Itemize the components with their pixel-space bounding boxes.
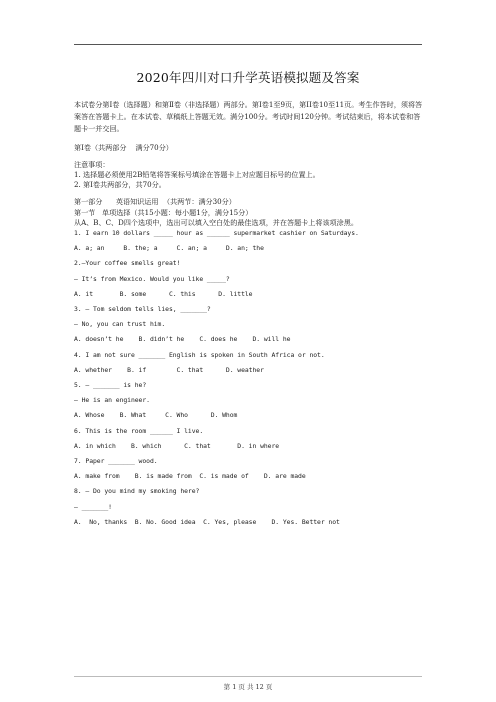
question-line: — It’s from Mexico. Would you like _____? (74, 274, 230, 283)
question-line: 1. I earn 10 dollars _____ hour as ______ supermarket cashier on Saturdays. (74, 229, 359, 238)
answer-options: A. No, thanks B. No. Good idea C. Yes, please D. Yes. Better not (74, 517, 340, 526)
question-line: 6. This is the room ______ I live. (74, 426, 204, 435)
note-item: 1. 选择题必须使用2B铅笔将答案标号填涂在答题卡上对应题目标号的位置上。 (74, 170, 320, 180)
section-heading: 第一部分 英语知识运用 （共两节：满分30分） (74, 197, 236, 207)
part1-heading: 第Ⅰ卷（共两部分 满分70分） (74, 142, 173, 152)
question-line: 2.—Your coffee smells great! (74, 259, 181, 268)
answer-options: A. a; an B. the; a C. an; a D. an; the (74, 244, 264, 253)
notes-heading: 注意事项： (74, 159, 110, 169)
question-line: 8. — Do you mind my smoking here? (74, 487, 200, 496)
answer-options: A. make from B. is made from C. is made of D. are made (74, 472, 306, 481)
question-line: 7. Paper _______ wood. (74, 457, 158, 466)
question-line: 5. — _______ is he? (74, 381, 147, 390)
question-line: — _______! (74, 502, 112, 511)
answer-options: A. whether B. if C. that D. weather (74, 365, 264, 374)
answer-options: A. Whose B. What C. Who D. Whom (74, 411, 238, 420)
question-list (74, 228, 424, 527)
instructions: 从A、B、C、D四个选项中，选出可以填入空白处的最佳选项，并在答题卡上将该项涂黑。 (74, 217, 358, 227)
exam-body (74, 99, 424, 527)
answer-options: A. it B. some C. this D. little (74, 289, 253, 298)
answer-options: A. doesn’t he B. didn’t he C. does he D. will he (74, 335, 291, 344)
footer-rule (74, 676, 422, 677)
question-line: 3. — Tom seldom tells lies, _______? (74, 305, 211, 314)
question-line: 4. I am not sure _______ English is spoken in South Africa or not. (74, 350, 325, 359)
question-line: — He is an engineer. (74, 396, 150, 405)
page-title: 2020年四川对口升学英语模拟题及答案 (136, 70, 360, 85)
question-line: — No, you can trust him. (74, 320, 166, 329)
note-item: 2. 第Ⅰ卷共两部分，共70分。 (74, 180, 166, 190)
answer-options: A. in which B. which C. that D. in where (74, 441, 280, 450)
page-number: 第 1 页 共 12 页 (223, 683, 273, 691)
header-rule (74, 44, 422, 45)
subsection-heading: 第一节 单项选择（共15小题：每小题1分，满分15分） (74, 207, 253, 217)
intro-paragraph: 本试卷分第Ⅰ卷（选择题）和第Ⅱ卷（非选择题）两部分。第Ⅰ卷1至9页，第II卷10至11页。考生作答时，须将答案答在答题卡上。在本试卷、草稿纸上答题无效。满分100分。考试时间120分钟。考试结束后，将本试卷和答题卡一并交回。 (74, 100, 423, 134)
